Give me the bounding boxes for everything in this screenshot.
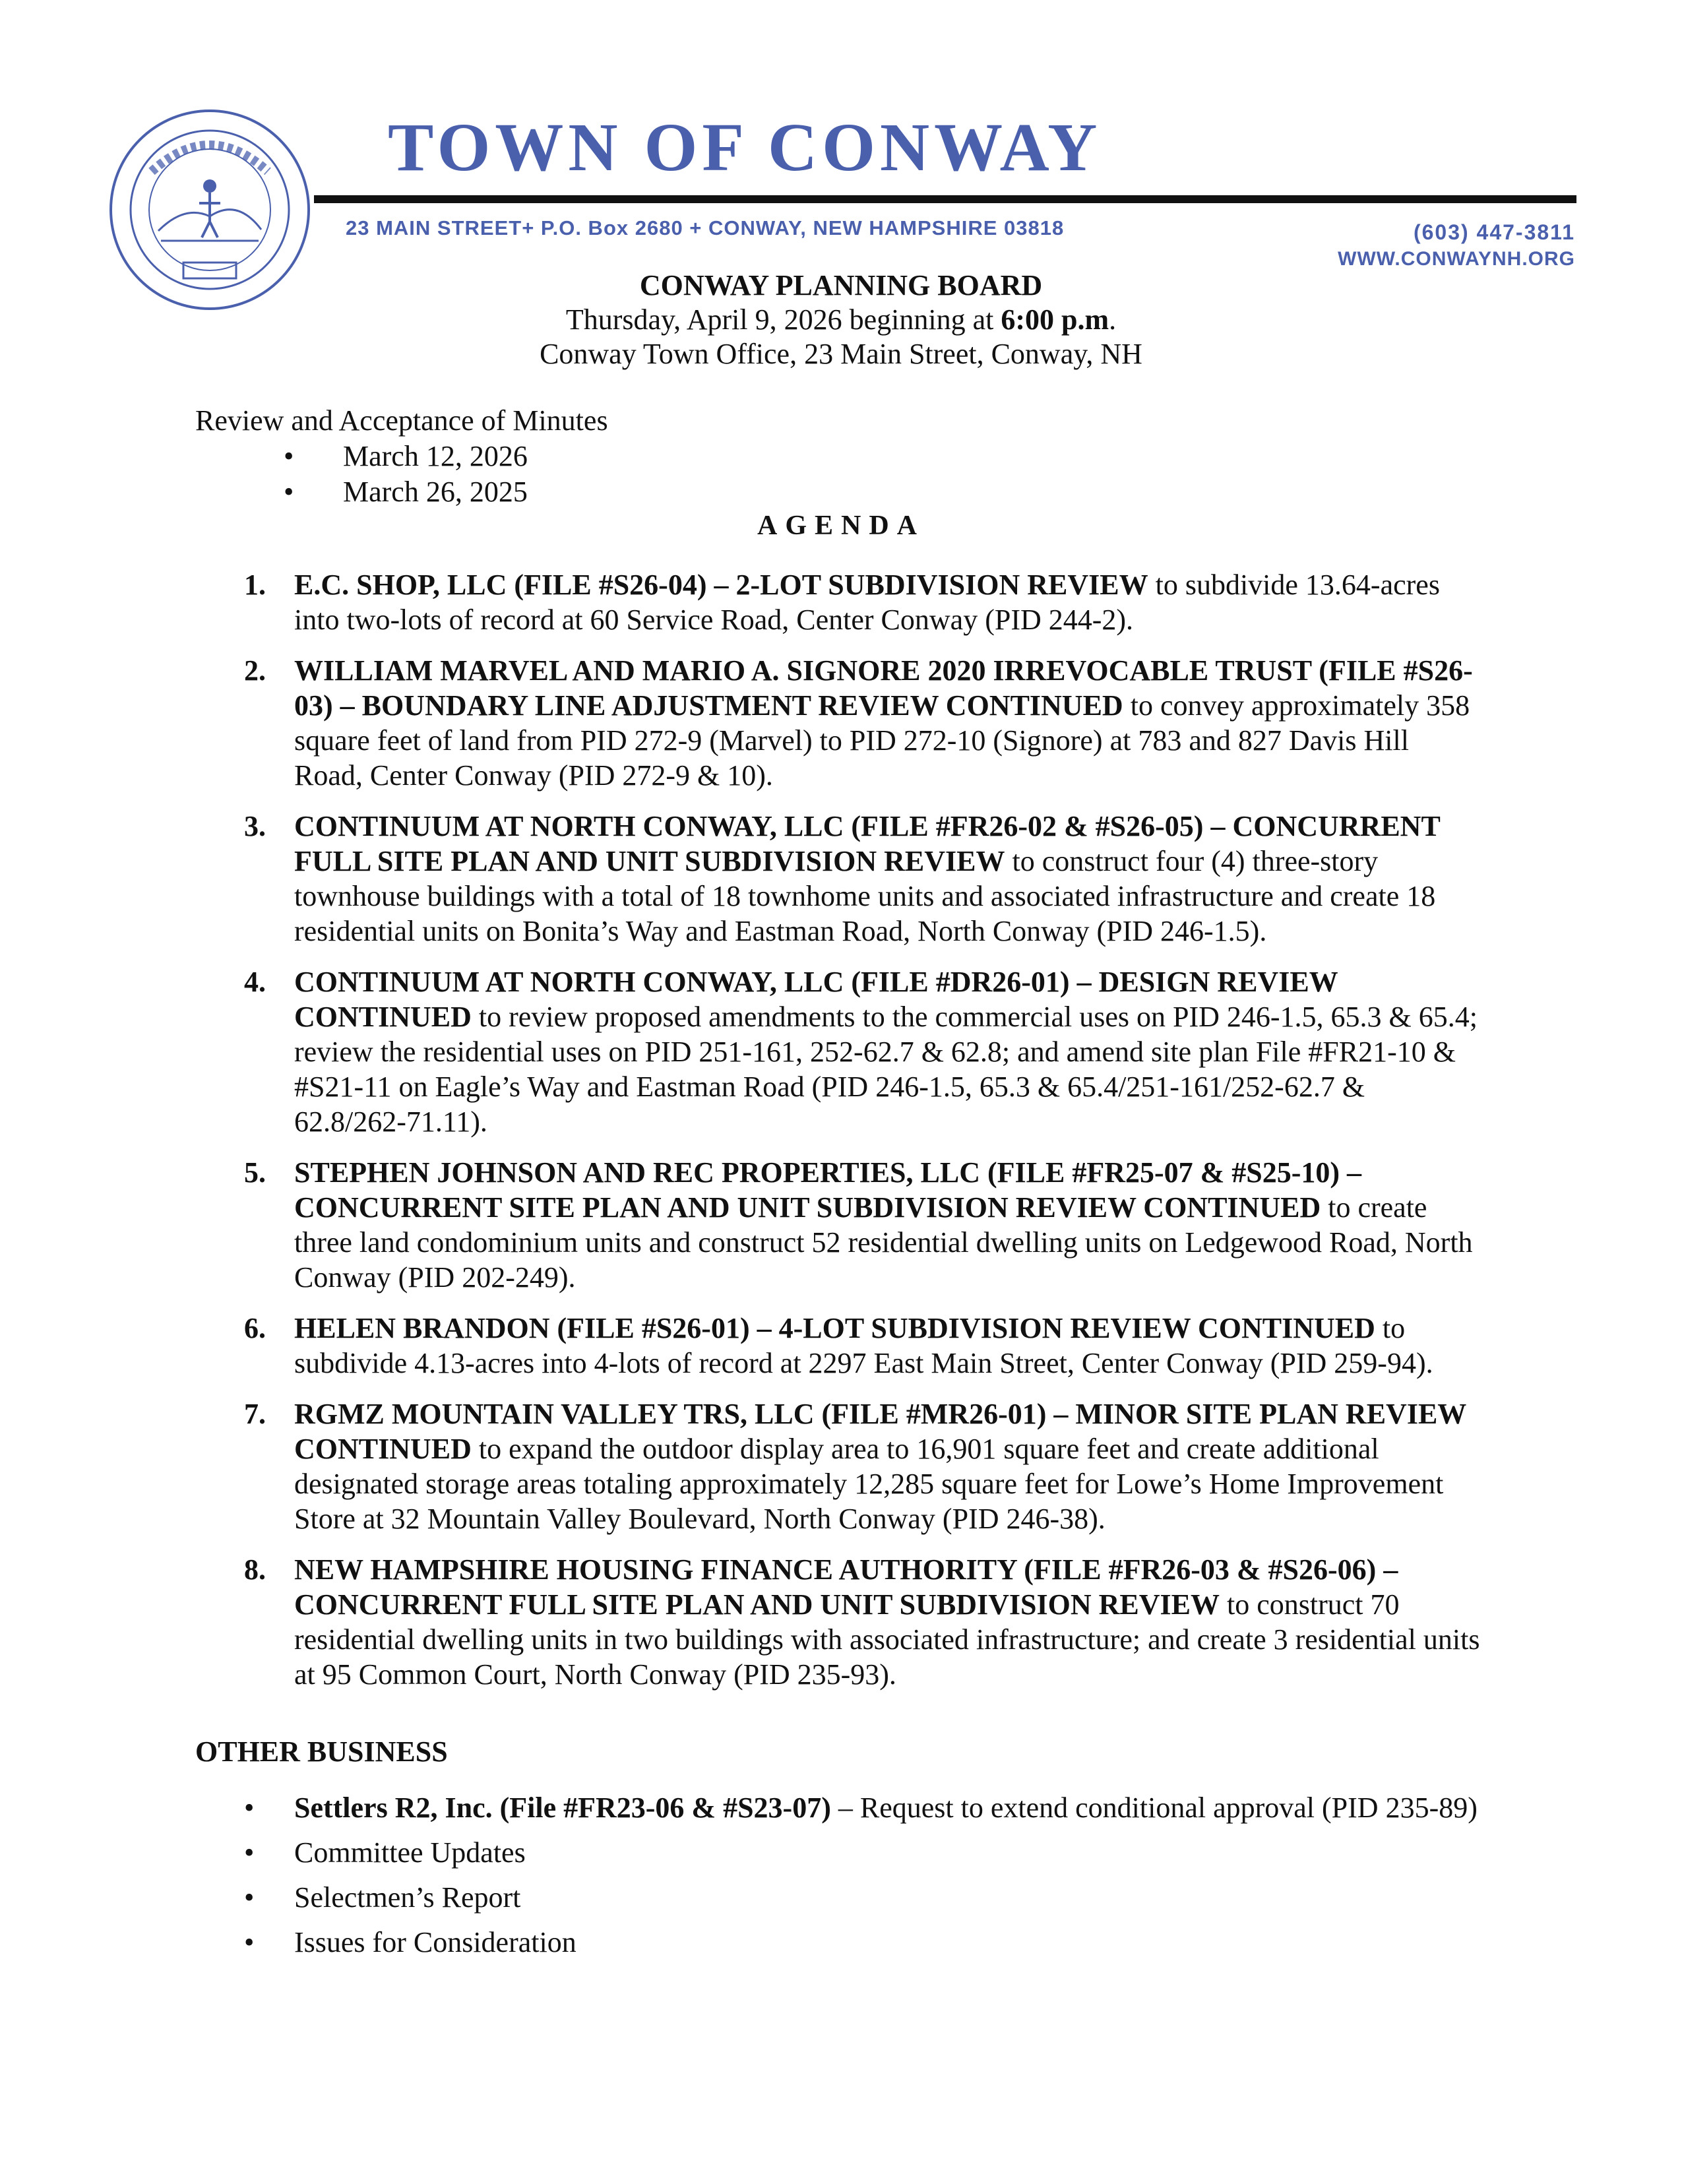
other-business-item: • Committee Updates xyxy=(244,1835,1481,1871)
agenda-item-number: 7. xyxy=(244,1398,266,1430)
agenda-item-description: to convey approximately 358 square feet of land from PID 272-9 (Marvel) to PID 272-10 (Signore) at 783 and 827 Davis Hill Road, Center Conway (PID 272-9 & 10). xyxy=(294,689,1470,792)
town-title: TOWN OF CONWAY xyxy=(388,109,1102,185)
agenda-item-description: to expand the outdoor display area to 16,901 square feet and create additional designated storage areas totaling approximately 12,285 square feet for Lowe’s Home Improvement Store at 32 Mountain Valley Boulevard, North Conway (PID 246-38). xyxy=(294,1433,1444,1535)
agenda-item-description: to construct four (4) three-story townhouse buildings with a total of 18 townhome units and associated infrastructure and create 18 residential units on Bonita’s Way and Eastman Road, North Conway (PID 246-1.5). xyxy=(294,845,1436,947)
minutes-date: • March 12, 2026 xyxy=(284,439,528,474)
other-business-heading: OTHER BUSINESS xyxy=(195,1735,448,1768)
other-business-item-description: – Request to extend conditional approval (PID 235-89) xyxy=(830,1792,1478,1824)
meeting-date-text: Thursday, April 9, 2026 beginning at xyxy=(565,303,1001,336)
agenda-item-number: 3. xyxy=(244,810,266,842)
other-business-item-title: Settlers R2, Inc. (File #FR23-06 & #S23-07) xyxy=(294,1792,831,1824)
meeting-time: 6:00 p.m xyxy=(1001,303,1109,336)
agenda-item-description: to subdivide 13.64-acres into two-lots of record at 60 Service Road, Center Conway (PID 244-2). xyxy=(294,569,1440,636)
agenda-item xyxy=(0,964,1481,1139)
other-business-item: • Selectmen’s Report xyxy=(244,1880,1481,1916)
meeting-board-title: CONWAY PLANNING BOARD xyxy=(639,269,1043,301)
agenda-item-number: 2. xyxy=(244,654,266,687)
agenda-item-title: CONTINUUM AT NORTH CONWAY, LLC (FILE #FR26-02 & #S26-05) – CONCURRENT FULL SITE PLAN AND UNIT SUBDIVISION REVIEW xyxy=(294,810,1441,877)
meeting-date xyxy=(0,302,1682,338)
other-business-list xyxy=(244,1790,1481,1970)
agenda-item-number: 8. xyxy=(244,1553,266,1586)
agenda-item-description: to subdivide 4.13-acres into 4-lots of record at 2297 East Main Street, Center Conway (PID 259-94). xyxy=(294,1312,1433,1379)
other-business-item xyxy=(244,1790,1481,1826)
minutes-heading: Review and Acceptance of Minutes xyxy=(195,404,608,437)
agenda-item-title: NEW HAMPSHIRE HOUSING FINANCE AUTHORITY (FILE #FR26-03 & #S26-06) – CONCURRENT FULL SITE PLAN AND UNIT SUBDIVISION REVIEW xyxy=(294,1553,1398,1621)
agenda-item xyxy=(0,1396,1481,1536)
minutes-date: • March 26, 2025 xyxy=(284,474,528,510)
agenda-item-title: RGMZ MOUNTAIN VALLEY TRS, LLC (FILE #MR26-01) – MINOR SITE PLAN REVIEW CONTINUED xyxy=(294,1398,1466,1465)
letterhead-address: 23 MAIN STREET+ P.O. Box 2680 + CONWAY, NEW HAMPSHIRE 03818 xyxy=(346,216,1065,239)
meeting-date-suffix: . xyxy=(1109,303,1117,336)
agenda-item xyxy=(0,1311,1481,1381)
agenda-item xyxy=(0,653,1481,793)
agenda-item-number: 1. xyxy=(244,569,266,601)
letterhead-phone: (603) 447-3811 xyxy=(1413,220,1575,244)
letterhead-website[interactable]: WWW.CONWAYNH.ORG xyxy=(1338,248,1575,270)
agenda-item-number: 6. xyxy=(244,1312,266,1344)
agenda-item-title: CONTINUUM AT NORTH CONWAY, LLC (FILE #DR26-01) – DESIGN REVIEW CONTINUED xyxy=(294,966,1338,1033)
agenda-item-title: WILLIAM MARVEL AND MARIO A. SIGNORE 2020 IRREVOCABLE TRUST (FILE #S26-03) – BOUNDARY LINE ADJUSTMENT REVIEW CONTINUED xyxy=(294,654,1473,722)
agenda-item-description: to construct 70 residential dwelling units in two buildings with associated infrastructure; and create 3 residential units at 95 Common Court, North Conway (PID 235-93). xyxy=(294,1588,1480,1691)
agenda-item-title: HELEN BRANDON (FILE #S26-01) – 4-LOT SUBDIVISION REVIEW CONTINUED xyxy=(294,1312,1375,1344)
agenda-list xyxy=(0,567,1682,1708)
agenda-item-number: 5. xyxy=(244,1156,266,1189)
agenda-item-description: to create three land condominium units and construct 52 residential dwelling units on Ledgewood Road, North Conway (PID 202-249). xyxy=(294,1191,1473,1294)
agenda-item xyxy=(0,809,1481,949)
agenda-item-title: STEPHEN JOHNSON AND REC PROPERTIES, LLC (FILE #FR25-07 & #S25-10) – CONCURRENT SITE PLAN AND UNIT SUBDIVISION REVIEW CONTINUED xyxy=(294,1156,1362,1224)
agenda-item xyxy=(0,567,1481,637)
agenda-item xyxy=(0,1155,1481,1295)
letterhead-rule xyxy=(314,195,1576,203)
agenda-item-number: 4. xyxy=(244,966,266,998)
agenda-heading: AGENDA xyxy=(757,511,925,541)
agenda-item-description: to review proposed amendments to the commercial uses on PID 246-1.5, 65.3 & 65.4; review the residential uses on PID 251-161, 252-62.7 & 62.8; and amend site plan File #FR21-10 & #S21-11 on Eagle’s Way and Eastman Road (PID 246-1.5, 65.3 & 65.4/251-161/252-62.7 & 62.8/262-71.11). xyxy=(294,1001,1478,1138)
agenda-item xyxy=(0,1552,1481,1692)
meeting-location: Conway Town Office, 23 Main Street, Conway, NH xyxy=(540,338,1142,370)
minutes-list xyxy=(284,439,528,510)
other-business-item: • Issues for Consideration xyxy=(244,1925,1481,1960)
agenda-item-title: E.C. SHOP, LLC (FILE #S26-04) – 2-LOT SUBDIVISION REVIEW xyxy=(294,569,1148,601)
